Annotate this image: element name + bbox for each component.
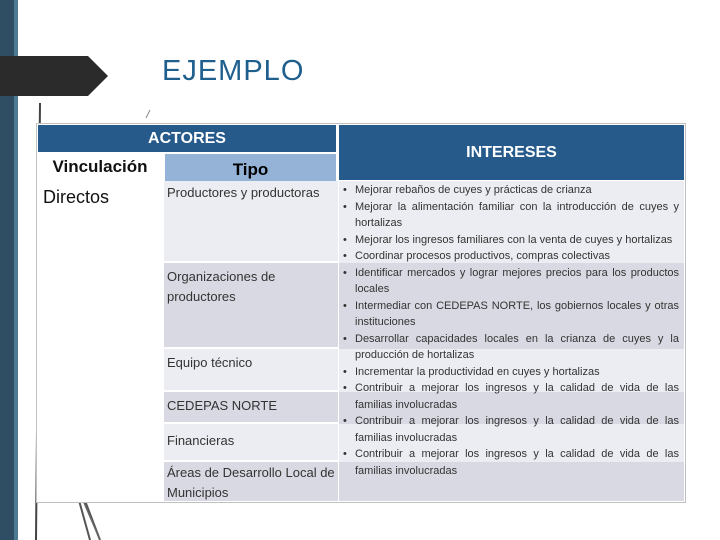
tipo-row: Equipo técnico	[164, 349, 338, 390]
interes-item: • Mejorar rebaños de cuyes y prácticas de crianza	[339, 182, 679, 199]
interes-item: • Incrementar la productividad en cuyes y hortalizas	[339, 364, 679, 381]
header-actores: ACTORES	[38, 125, 336, 152]
tipo-row: Productores y productoras	[164, 181, 338, 261]
intereses-list	[339, 182, 679, 479]
header-vinculacion: Vinculación	[38, 152, 162, 179]
page-title: EJEMPLO	[162, 55, 305, 87]
interes-item: • Contribuir a mejorar los ingresos y la calidad de vida de las familias involucradas	[339, 446, 679, 479]
tipo-row: Áreas de Desarrollo Local de Municipios	[164, 462, 338, 501]
tipo-row: Organizaciones de productores	[164, 263, 338, 347]
vinculacion-cell: Directos	[38, 181, 162, 501]
intereses-list-wrap	[339, 182, 679, 500]
interes-item: • Desarrollar capacidades locales en la crianza de cuyes y la producción de hortalizas	[339, 331, 679, 364]
interes-item: • Mejorar los ingresos familiares con la venta de cuyes y hortalizas	[339, 232, 679, 249]
interes-item: • Contribuir a mejorar los ingresos y la calidad de vida de las familias involucradas	[339, 380, 679, 413]
header-tipo: Tipo	[165, 154, 336, 181]
interes-item: • Contribuir a mejorar los ingresos y la calidad de vida de las familias involucradas	[339, 413, 679, 446]
interes-item: • Coordinar procesos productivos, compras colectivas	[339, 248, 679, 265]
actors-table	[36, 123, 686, 503]
interes-item: • Intermediar con CEDEPAS NORTE, los gobiernos locales y otras instituciones	[339, 298, 679, 331]
interes-item: • Identificar mercados y lograr mejores precios para los productos locales	[339, 265, 679, 298]
tipo-row: Financieras	[164, 424, 338, 460]
tipo-row: CEDEPAS NORTE	[164, 392, 338, 422]
interes-item: • Mejorar la alimentación familiar con la introducción de cuyes y hortalizas	[339, 199, 679, 232]
header-intereses: INTERESES	[339, 125, 684, 180]
